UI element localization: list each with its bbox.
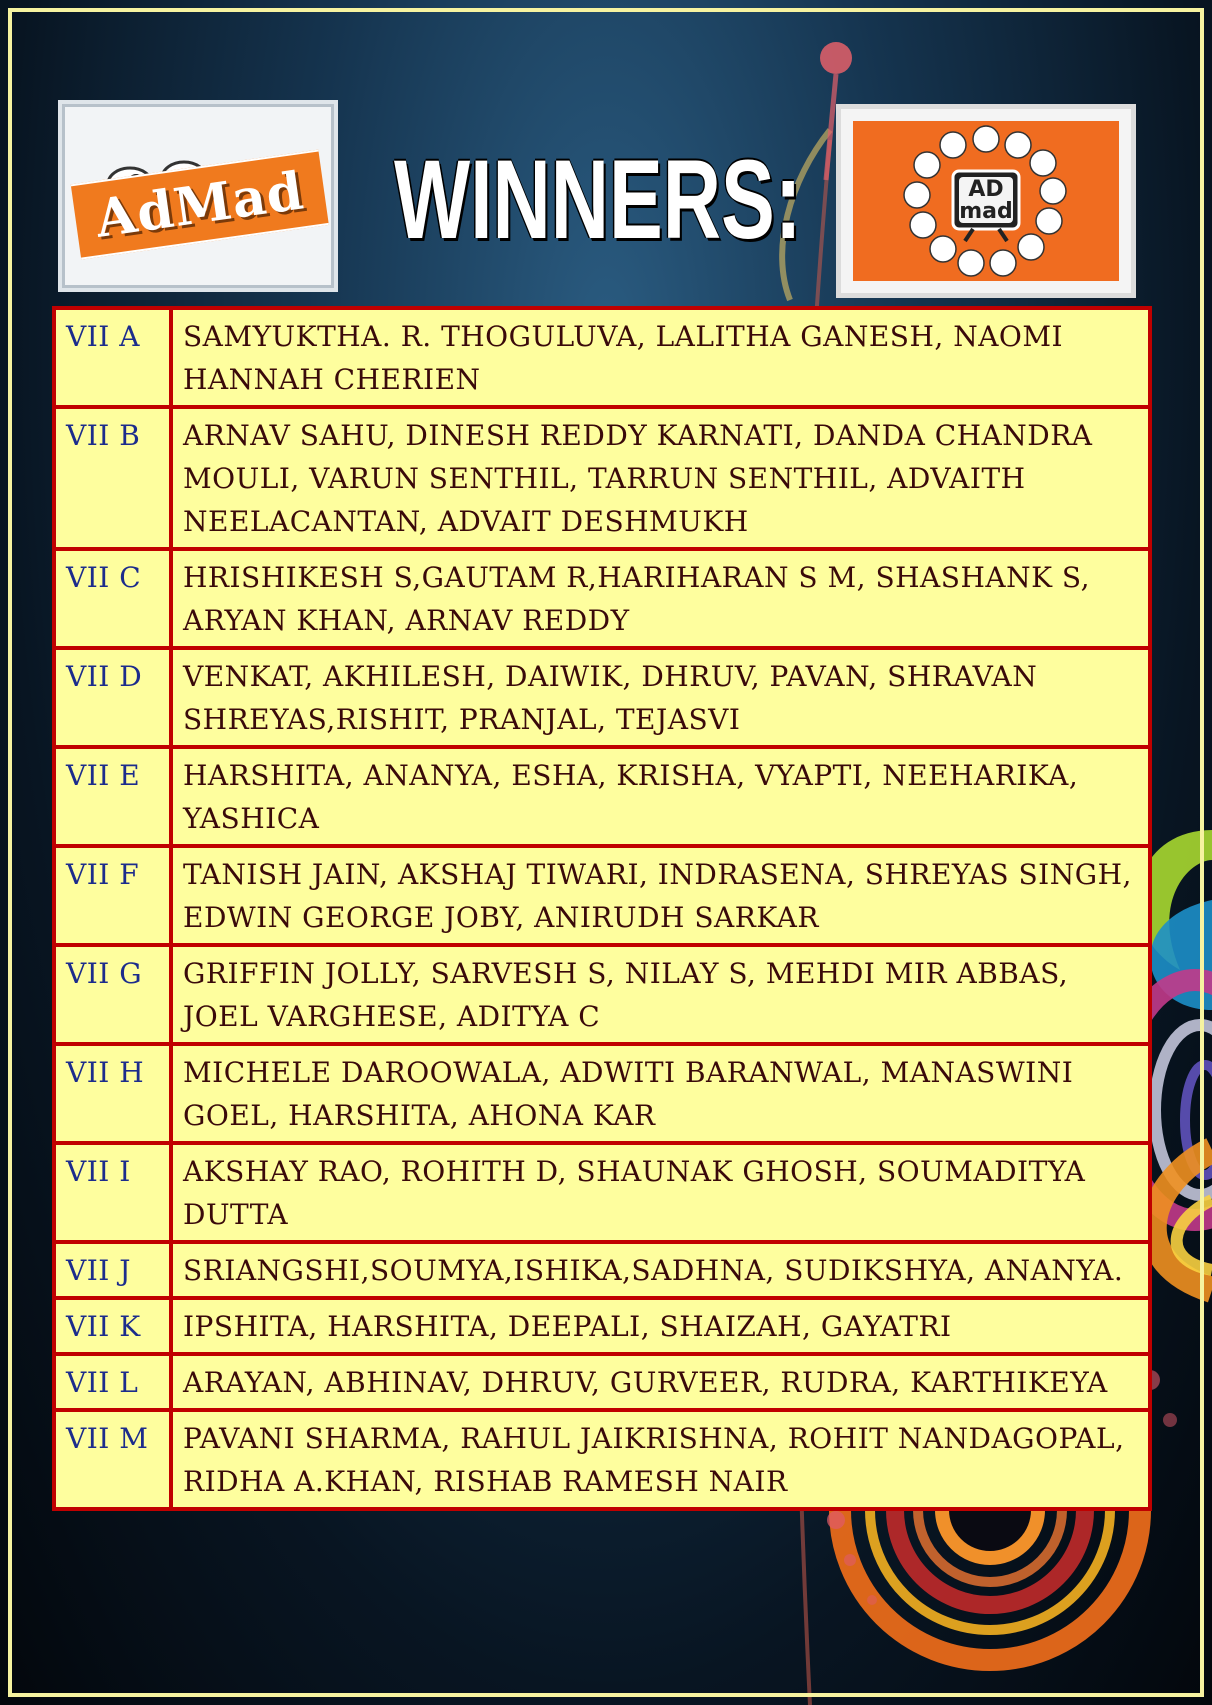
table-row [54, 308, 1150, 407]
winners-table [52, 306, 1152, 1511]
names-cell: MICHELE DAROOWALA, ADWITI BARANWAL, MANASWINI GOEL, HARSHITA, AHONA KAR [171, 1044, 1150, 1143]
class-cell: VII E [54, 747, 171, 846]
table-row [54, 747, 1150, 846]
table-row [54, 846, 1150, 945]
names-cell: HARSHITA, ANANYA, ESHA, KRISHA, VYAPTI, NEEHARIKA, YASHICA [171, 747, 1150, 846]
class-cell: VII K [54, 1298, 171, 1354]
table-row [54, 1044, 1150, 1143]
admad-logo-text: AdMad [91, 159, 308, 250]
admad-tv-text: AD mad [959, 177, 1013, 224]
table-row [54, 1354, 1150, 1410]
table-row [54, 549, 1150, 648]
table-row [54, 407, 1150, 549]
names-cell: SRIANGSHI,SOUMYA,ISHIKA,SADHNA, SUDIKSHYA, ANANYA. [171, 1242, 1150, 1298]
names-cell: GRIFFIN JOLLY, SARVESH S, NILAY S, MEHDI MIR ABBAS, JOEL VARGHESE, ADITYA C [171, 945, 1150, 1044]
class-cell: VII F [54, 846, 171, 945]
class-cell: VII J [54, 1242, 171, 1298]
names-cell: VENKAT, AKHILESH, DAIWIK, DHRUV, PAVAN, SHRAVAN SHREYAS,RISHIT, PRANJAL, TEJASVI [171, 648, 1150, 747]
class-cell: VII G [54, 945, 171, 1044]
page-title: WINNERS: [394, 137, 802, 262]
class-cell: VII C [54, 549, 171, 648]
names-cell: SAMYUKTHA. R. THOGULUVA, LALITHA GANESH, NAOMI HANNAH CHERIEN [171, 308, 1150, 407]
names-cell: AKSHAY RAO, ROHITH D, SHAUNAK GHOSH, SOUMADITYA DUTTA [171, 1143, 1150, 1242]
table-row [54, 1143, 1150, 1242]
names-cell: ARNAV SAHU, DINESH REDDY KARNATI, DANDA CHANDRA MOULI, VARUN SENTHIL, TARRUN SENTHIL, ADVAITH NEELACANTAN, ADVAIT DESHMUKH [171, 407, 1150, 549]
class-cell: VII A [54, 308, 171, 407]
admad-logo-right-inner [853, 121, 1119, 281]
table-row [54, 1242, 1150, 1298]
admad-logo-left [58, 100, 338, 292]
table-row [54, 1410, 1150, 1509]
names-cell: ARAYAN, ABHINAV, DHRUV, GURVEER, RUDRA, KARTHIKEYA [171, 1354, 1150, 1410]
class-cell: VII L [54, 1354, 171, 1410]
names-cell: TANISH JAIN, AKSHAJ TIWARI, INDRASENA, SHREYAS SINGH, EDWIN GEORGE JOBY, ANIRUDH SARKAR [171, 846, 1150, 945]
class-cell: VII I [54, 1143, 171, 1242]
table-row [54, 648, 1150, 747]
class-cell: VII D [54, 648, 171, 747]
winners-table-body [54, 308, 1150, 1509]
table-row [54, 945, 1150, 1044]
admad-logo-right [836, 104, 1136, 298]
class-cell: VII M [54, 1410, 171, 1509]
names-cell: HRISHIKESH S,GAUTAM R,HARIHARAN S M, SHASHANK S, ARYAN KHAN, ARNAV REDDY [171, 549, 1150, 648]
class-cell: VII B [54, 407, 171, 549]
class-cell: VII H [54, 1044, 171, 1143]
names-cell: PAVANI SHARMA, RAHUL JAIKRISHNA, ROHIT NANDAGOPAL, RIDHA A.KHAN, RISHAB RAMESH NAIR [171, 1410, 1150, 1509]
names-cell: IPSHITA, HARSHITA, DEEPALI, SHAIZAH, GAYATRI [171, 1298, 1150, 1354]
table-row [54, 1298, 1150, 1354]
